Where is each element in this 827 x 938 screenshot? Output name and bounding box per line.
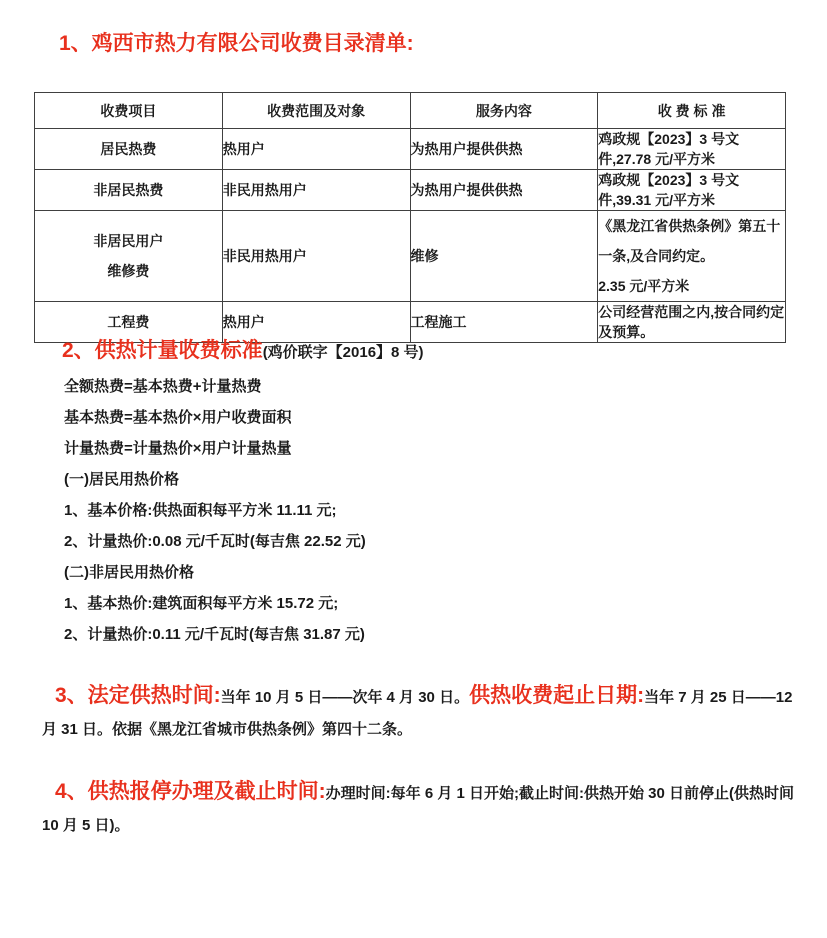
section3-text1: 当年 10 月 5 日——次年 4 月 30 日。 <box>220 689 470 706</box>
section2-heading-red: 2、供热计量收费标准 <box>62 339 263 362</box>
table-header-row <box>35 93 786 129</box>
cell-standard: 鸡政规【2023】3 号文件,27.78 元/平方米 <box>598 129 786 170</box>
section3-text2: 当年 7 月 25 日——12 月 31 日。依据《黑龙江省城市供热条例》第四十二条。 <box>42 689 793 738</box>
fee-table-container <box>34 92 786 343</box>
cell-scope: 非民用热用户 <box>222 170 410 211</box>
section3-paragraph <box>42 680 798 746</box>
col-header-item: 收费项目 <box>35 93 223 129</box>
formula-line: 基本热费=基本热价×用户收费面积 <box>64 409 292 426</box>
cell-item-line1: 非居民用户 <box>93 233 164 249</box>
price-line: 2、计量热价:0.11 元/千瓦时(每吉焦 31.87 元) <box>64 626 365 643</box>
section3-heading2: 供热收费起止日期: <box>469 684 645 707</box>
subheading-nonresidential: (二)非居民用热价格 <box>64 564 194 581</box>
cell-service: 工程施工 <box>410 302 598 343</box>
cell-scope: 热用户 <box>222 129 410 170</box>
price-line: 2、计量热价:0.08 元/千瓦时(每吉焦 22.52 元) <box>64 533 366 550</box>
section2-heading-note: (鸡价联字【2016】8 号) <box>262 344 424 361</box>
cell-service: 维修 <box>410 211 598 302</box>
fee-table <box>34 92 786 343</box>
cell-scope: 非民用热用户 <box>222 211 410 302</box>
cell-item <box>35 211 223 302</box>
table-row <box>35 129 786 170</box>
cell-item: 居民热费 <box>35 129 223 170</box>
section3-heading1: 3、法定供热时间: <box>55 684 221 707</box>
price-line: 1、基本热价:建筑面积每平方米 15.72 元; <box>64 595 339 612</box>
cell-standard: 鸡政规【2023】3 号文件,39.31 元/平方米 <box>598 170 786 211</box>
col-header-standard: 收 费 标 准 <box>598 93 786 129</box>
cell-service: 为热用户提供供热 <box>410 129 598 170</box>
cell-item: 工程费 <box>35 302 223 343</box>
cell-item: 非居民热费 <box>35 170 223 211</box>
section4-heading: 4、供热报停办理及截止时间: <box>55 780 326 803</box>
table-row <box>35 211 786 302</box>
col-header-service: 服务内容 <box>410 93 598 129</box>
cell-standard-line1: 《黑龙江省供热条例》第五十一条,及合同约定。 <box>598 218 781 264</box>
cell-standard: 公司经营范围之内,按合同约定及预算。 <box>598 302 786 343</box>
section2-body <box>64 371 366 650</box>
table-row <box>35 170 786 211</box>
cell-standard <box>598 211 786 302</box>
cell-service: 为热用户提供供热 <box>410 170 598 211</box>
section4-text: 办理时间:每年 6 月 1 日开始;截止时间:供热开始 30 日前停止(供热时间 10 月 5 日)。 <box>42 785 795 834</box>
cell-standard-line2: 2.35 元/平方米 <box>598 278 690 294</box>
section1-heading: 1、鸡西市热力有限公司收费目录清单: <box>59 32 414 55</box>
formula-line: 全额热费=基本热费+计量热费 <box>64 378 262 395</box>
cell-scope: 热用户 <box>222 302 410 343</box>
section2-heading <box>62 337 424 366</box>
formula-line: 计量热费=计量热价×用户计量热量 <box>64 440 292 457</box>
price-line: 1、基本价格:供热面积每平方米 11.11 元; <box>64 502 337 519</box>
subheading-residential: (一)居民用热价格 <box>64 471 179 488</box>
cell-item-line2: 维修费 <box>107 263 150 279</box>
col-header-scope: 收费范围及对象 <box>222 93 410 129</box>
section4-paragraph <box>42 776 798 842</box>
